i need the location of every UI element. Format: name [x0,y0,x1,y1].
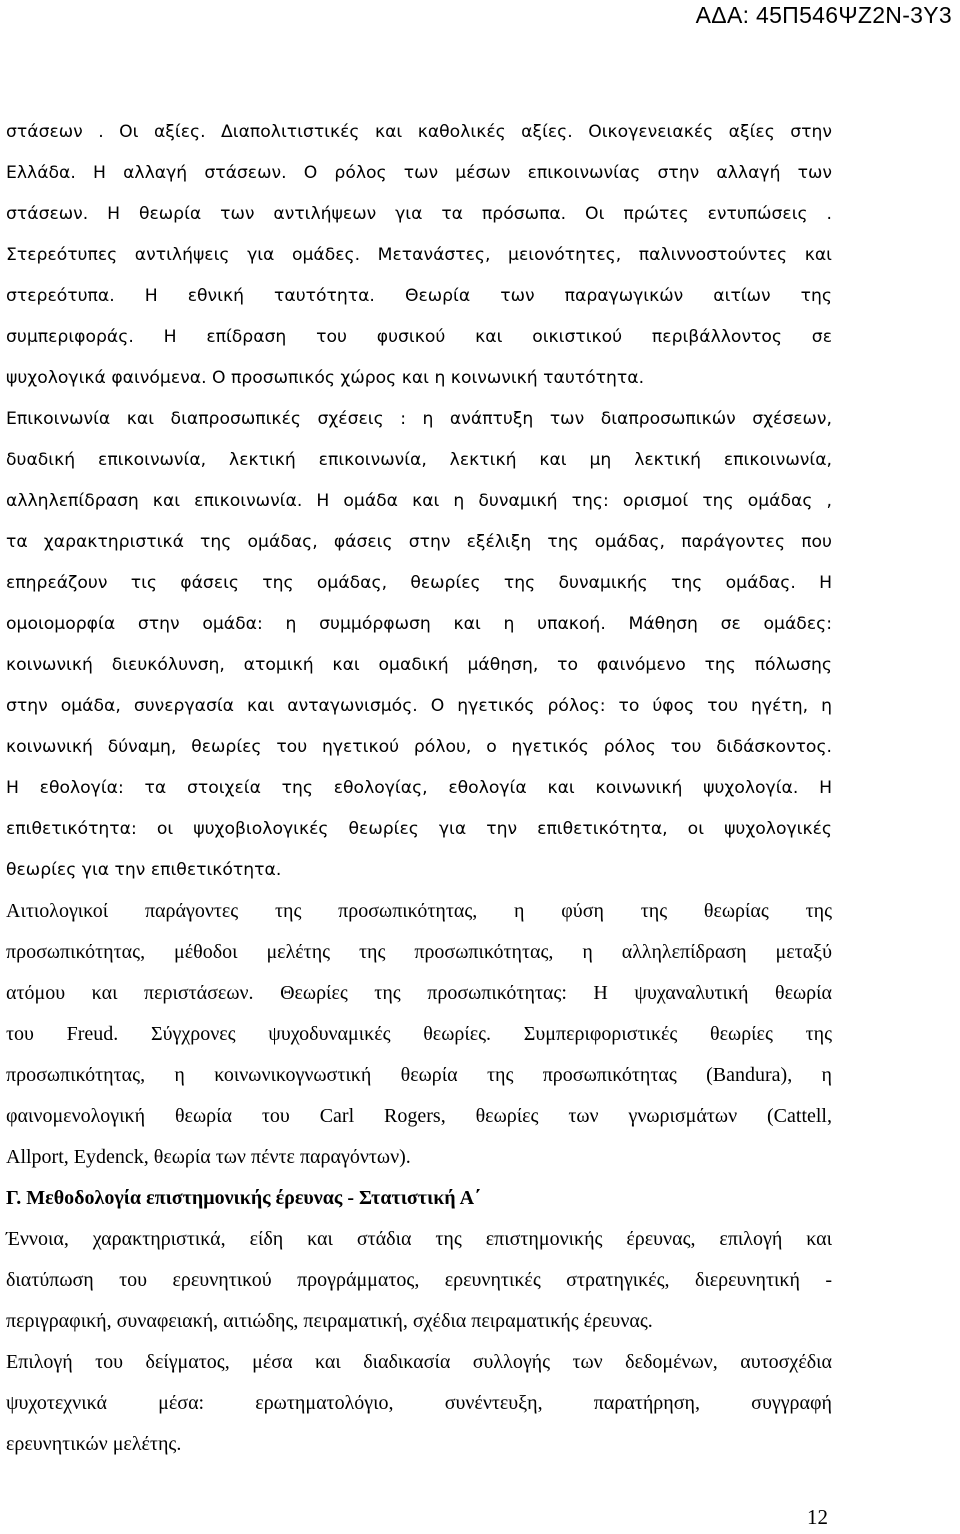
text-line: ομοιομορφία στην ομάδα: η συμμόρφωση και η υπακοή. Μάθηση σε ομάδες: [6,614,832,634]
text-line: στερεότυπα. Η εθνική ταυτότητα. Θεωρία των παραγωγικών αιτίων της [6,286,832,306]
text-line: Επιλογή του δείγματος, μέσα και διαδικασία συλλογής των δεδομένων, αυτοσχέδια [6,1351,832,1373]
text-line: ψυχοτεχνικά μέσα: ερωτηματολόγιο, συνέντευξη, παρατήρηση, συγγραφή [6,1392,832,1414]
text-line: διατύπωση του ερευνητικού προγράμματος, ερευνητικές στρατηγικές, διερευνητική - [6,1269,832,1291]
text-line: Έννοια, χαρακτηριστικά, είδη και στάδια της επιστημονικής έρευνας, επιλογή και [6,1228,832,1250]
text-line: φαινομενολογική θεωρία του Carl Rogers, θεωρίες των γνωρισμάτων (Cattell, [6,1105,832,1127]
text-line: στην ομάδα, συνεργασία και ανταγωνισμός. Ο ηγετικός ρόλος: το ύφος του ηγέτη, η [6,696,832,716]
text-line: ψυχολογικά φαινόμενα. Ο προσωπικός χώρος και η κοινωνική ταυτότητα. [6,368,645,388]
text-line: επιθετικότητα: οι ψυχοβιολογικές θεωρίες για την επιθετικότητα, οι ψυχολογικές [6,819,832,839]
text-line: προσωπικότητας, μέθοδοι μελέτης της προσωπικότητας, η αλληλεπίδραση μεταξύ [6,941,832,963]
text-line: αλληλεπίδραση και επικοινωνία. Η ομάδα και η δυναμική της: ορισμοί της ομάδας , [6,491,832,511]
text-line: θεωρίες για την επιθετικότητα. [6,860,282,880]
page-number: 12 [807,1505,828,1529]
text-line: συμπεριφοράς. Η επίδραση του φυσικού και οικιστικού περιβάλλοντος σε [6,327,832,347]
text-line: προσωπικότητας, η κοινωνικογνωστική θεωρία της προσωπικότητας (Bandura), η [6,1064,832,1086]
text-line: κοινωνική διευκόλυνση, ατομική και ομαδική μάθηση, το φαινόμενο της πόλωσης [6,655,832,675]
text-line: τα χαρακτηριστικά της ομάδας, φάσεις στην εξέλιξη της ομάδας, παράγοντες που [6,532,832,552]
text-line: Επικοινωνία και διαπροσωπικές σχέσεις : η ανάπτυξη των διαπροσωπικών σχέσεων, [6,409,832,429]
text-line: στάσεων. Η θεωρία των αντιλήψεων για τα πρόσωπα. Οι πρώτες εντυπώσεις . [6,204,832,224]
text-line: Ελλάδα. Η αλλαγή στάσεων. Ο ρόλος των μέσων επικοινωνίας στην αλλαγή των [6,163,832,183]
text-line: στάσεων . Οι αξίες. Διαπολιτιστικές και καθολικές αξίες. Οικογενειακές αξίες στην [6,122,832,142]
text-line: Στερεότυπες αντιλήψεις για ομάδες. Μετανάστες, μειονότητες, παλιννοστούντες και [6,245,832,265]
document-body [6,112,832,1465]
text-line: του Freud. Σύγχρονες ψυχοδυναμικές θεωρίες. Συμπεριφοριστικές θεωρίες της [6,1023,832,1045]
text-line: κοινωνική δύναμη, θεωρίες του ηγετικού ρόλου, ο ηγετικός ρόλος του διδάσκοντος. [6,737,832,757]
ada-code-header: ΑΔΑ: 45Π546ΨΖ2Ν-3Υ3 [695,2,952,28]
text-line: Η εθολογία: τα στοιχεία της εθολογίας, εθολογία και κοινωνική ψυχολογία. Η [6,778,832,798]
text-line: δυαδική επικοινωνία, λεκτική επικοινωνία, λεκτική και μη λεκτική επικοινωνία, [6,450,832,470]
text-line: ερευνητικών μελέτης. [6,1433,182,1455]
text-line: ατόμου και περιστάσεων. Θεωρίες της προσωπικότητας: Η ψυχαναλυτική θεωρία [6,982,832,1004]
text-line: επηρεάζουν τις φάσεις της ομάδας, θεωρίες της δυναμικής της ομάδας. Η [6,573,832,593]
text-line: Allport, Eydenck, θεωρία των πέντε παραγόντων). [6,1146,411,1168]
text-line: Αιτιολογικοί παράγοντες της προσωπικότητας, η φύση της θεωρίας της [6,900,832,922]
section-heading: Γ. Μεθοδολογία επιστημονικής έρευνας - Στατιστική Α΄ [6,1187,481,1209]
text-line: περιγραφική, συναφειακή, αιτιώδης, πειραματική, σχέδια πειραματικής έρευνας. [6,1310,653,1332]
